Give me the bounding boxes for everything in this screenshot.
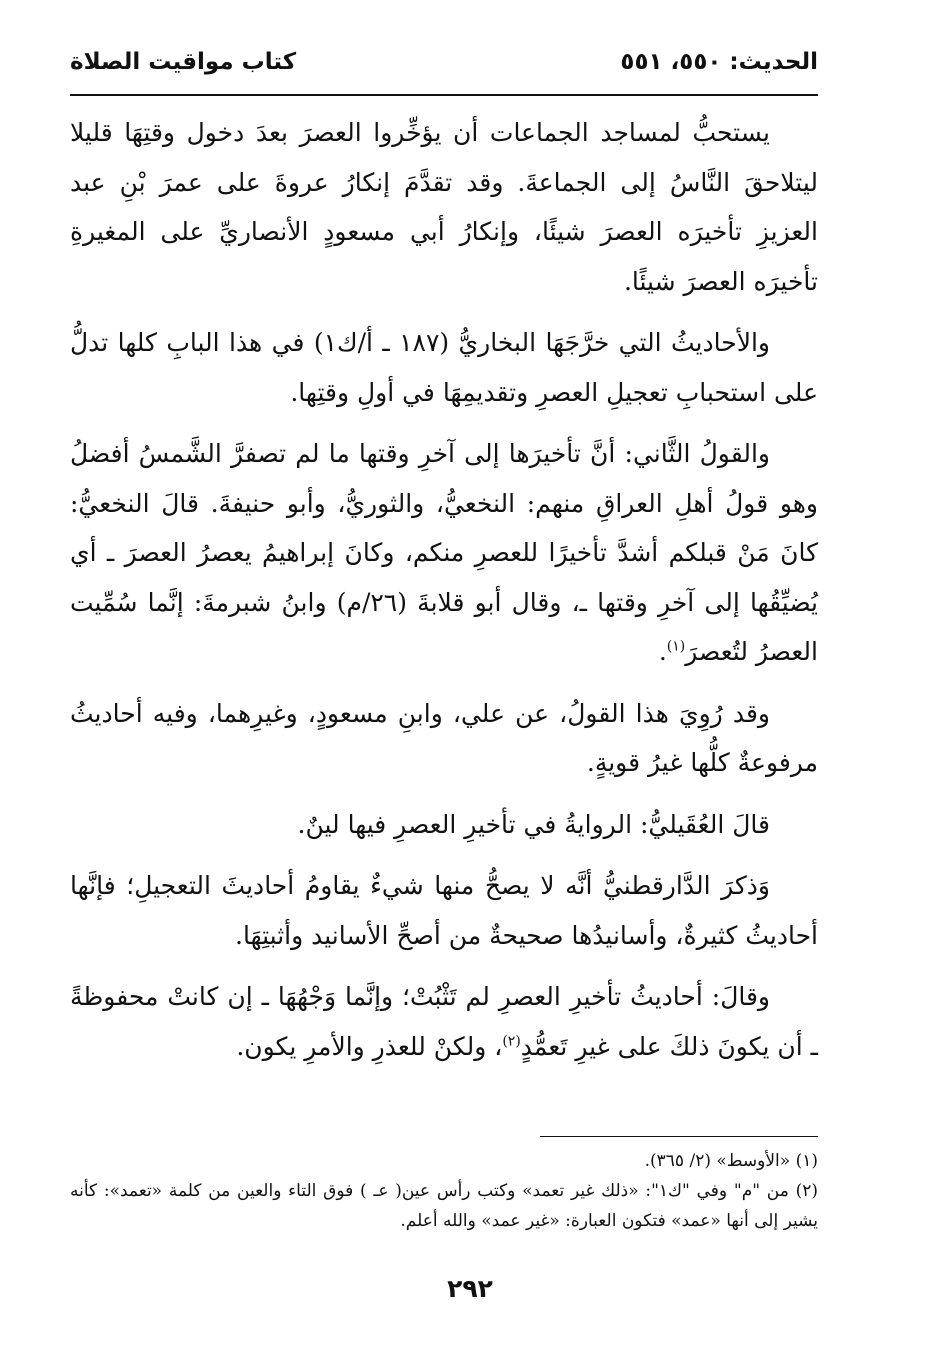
paragraph-5-text: قالَ العُقَيليُّ: الروايةُ في تأخيرِ العصرِ فيها لينٌ. [297, 809, 770, 839]
header-rule [70, 94, 818, 96]
paragraph-7 [70, 972, 818, 1071]
paragraph-3 [70, 429, 818, 677]
paragraph-3-text: والقولُ الثَّاني: أنَّ تأخيرَها إلى آخرِ وقتها ما لم تصفرَّ الشَّمسُ أفضلُ وهو قولُ أهلِ العراقِ منهم: النخعيُّ، والثوريُّ، وأبو حنيفةَ. قالَ النخعيُّ: كانَ مَنْ قبلكم أشدَّ تأخيرًا للعصرِ منكم، وكانَ إبراهيمُ يعصرُ العصرَ ـ أي يُضيِّقُها إلى آخرِ وقتها ـ، وقال أبو قلابةَ (٢٦/م) وابنُ شبرمةَ: إنَّما سُمِّيت العصرُ لتُعصرَ [70, 439, 818, 666]
footnote-2: (٢) من "م" وفي "ك١": «ذلك غير تعمد» وكتب رأس عين( عـ ) فوق التاء والعين من كلمة «تعمد»: كأنه يشير إلى أنها «عمد» فتكون العبارة: «غير عمد» والله أعلم. [70, 1181, 819, 1231]
paragraph-4 [70, 689, 818, 788]
footnote-separator [540, 1136, 818, 1137]
paragraph-1 [70, 108, 818, 306]
paragraph-1-text: يستحبُّ لمساجد الجماعات أن يؤخِّروا العصرَ بعدَ دخول وقتِهَا قليلا ليتلاحقَ النَّاسُ إلى الجماعةَ. وقد تقدَّمَ إنكارُ عروةَ على عمرَ بْنِ عبد العزيزِ تأخيرَه العصرَ شيئًا، وإنكارُ أبي مسعودٍ الأنصاريِّ على المغيرةِ تأخيرَه العصرَ شيئًا. [70, 118, 818, 296]
running-header [70, 42, 818, 82]
footnote-1: (١) «الأوسط» (٢/ ٣٦٥). [644, 1151, 818, 1171]
paragraph-5 [70, 800, 818, 850]
paragraph-2 [70, 318, 818, 417]
book-title: كتاب مواقيت الصلاة [70, 49, 297, 75]
footnote-mark-1: (١) [666, 638, 686, 655]
page-number: ٢٩٢ [447, 1274, 493, 1303]
paragraph-4-text: وقد رُوِيَ هذا القولُ، عن علي، وابنِ مسعودٍ، وغيرِهما، وفيه أحاديثُ مرفوعةٌ كلُّها غيرُ قويةٍ. [70, 698, 818, 777]
paragraph-2-text: والأحاديثُ التي خرَّجَهَا البخاريُّ (١٨٧ ـ أ/ك١) في هذا البابِ كلها تدلُّ على استحبابِ تعجيلِ العصرِ وتقديمِهَا في أولِ وقتِها. [70, 328, 818, 407]
paragraph-7-text: وقالَ: أحاديثُ تأخيرِ العصرِ لم تَثْبُتْ؛ وإنَّما وَجْهُهَا ـ إن كانتْ محفوظةً ـ أن يكونَ ذلكَ على غيرِ تَعمُّدٍ [70, 982, 818, 1061]
paragraph-6 [70, 861, 818, 960]
footnotes [70, 1146, 818, 1236]
paragraph-6-text: وَذكرَ الدَّارقطنيُّ أنَّه لا يصحُّ منها شيءٌ يقاومُ أحاديثَ التعجيلِ؛ فإنَّها أحاديثُ كثيرةٌ، وأسانيدُها صحيحةٌ من أصحِّ الأسانيد وأثبتِهَا. [70, 871, 818, 950]
paragraph-3-end: . [658, 637, 667, 666]
footnote-mark-2: (٢) [502, 1033, 521, 1050]
paragraph-7-end: ، ولكنْ للعذرِ والأمرِ يكون. [236, 1031, 503, 1061]
main-text [70, 108, 818, 1083]
hadith-reference: الحديث: ٥٥٠، ٥٥١ [620, 49, 818, 75]
